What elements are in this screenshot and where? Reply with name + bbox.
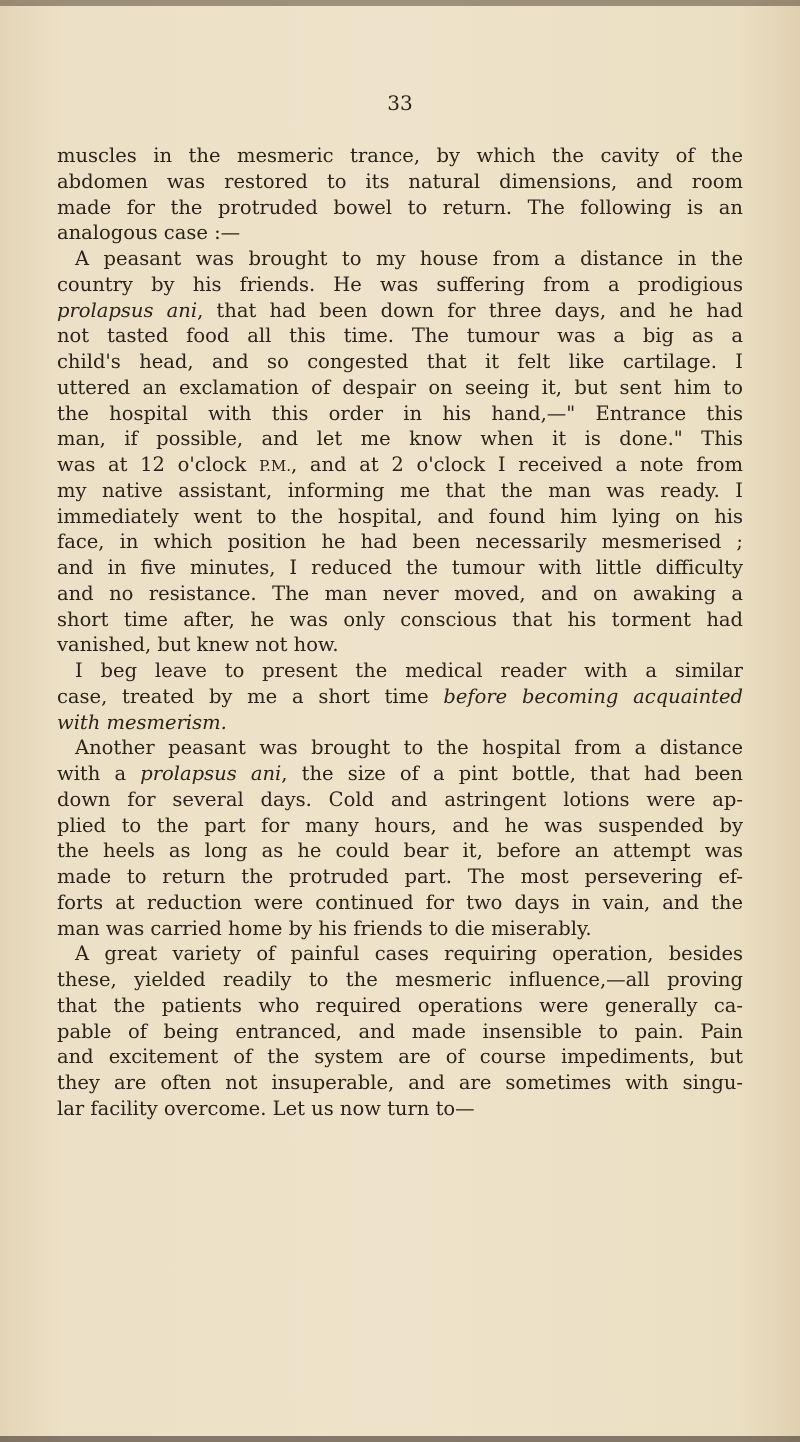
text-line bbox=[57, 916, 743, 942]
text-line bbox=[57, 1096, 743, 1122]
text-line bbox=[57, 607, 743, 633]
text-line bbox=[57, 813, 743, 839]
text-line bbox=[57, 272, 743, 298]
text-line bbox=[57, 1044, 743, 1070]
text-line bbox=[57, 220, 743, 246]
text-segment: made for the protruded bowel to return. The following is an bbox=[57, 195, 743, 219]
text-segment: down for several days. Cold and astringent lotions were ap- bbox=[57, 787, 743, 811]
text-segment: and in five minutes, I reduced the tumour with little difficulty bbox=[57, 556, 743, 579]
text-line bbox=[57, 684, 743, 710]
text-segment: was at 12 o'clock bbox=[57, 453, 260, 476]
text-line bbox=[57, 555, 743, 581]
text-line bbox=[57, 169, 743, 195]
text-segment: P.M. bbox=[259, 457, 292, 475]
paragraph-p5 bbox=[57, 941, 743, 1121]
page-bottom-edge bbox=[0, 1436, 800, 1442]
text-line bbox=[57, 864, 743, 890]
text-segment: my native assistant, informing me that the man was ready. I bbox=[57, 478, 743, 502]
text-segment: man was carried home by his friends to die miserably. bbox=[57, 916, 592, 940]
text-line bbox=[57, 710, 743, 736]
text-segment: Another peasant was brought to the hospital from a distance bbox=[75, 736, 743, 760]
text-line bbox=[57, 581, 743, 607]
text-segment: and excitement of the system are of course impediments, but bbox=[57, 1045, 743, 1069]
text-line bbox=[57, 401, 743, 427]
text-line bbox=[57, 993, 743, 1019]
text-segment: immediately went to the hospital, and found him lying on his bbox=[57, 504, 743, 528]
text-segment: the heels as long as he could bear it, before an attempt was bbox=[57, 839, 743, 863]
body-text bbox=[57, 143, 743, 1122]
text-segment: with a bbox=[57, 762, 141, 785]
text-segment: pable of being entranced, and made insensible to pain. Pain bbox=[57, 1019, 743, 1043]
text-segment: forts at reduction were continued for two days in vain, and the bbox=[57, 890, 743, 914]
text-line bbox=[57, 375, 743, 401]
text-line bbox=[57, 658, 743, 684]
text-line bbox=[57, 504, 743, 530]
text-segment: muscles in the mesmeric trance, by which the cavity of the bbox=[57, 144, 743, 167]
text-segment: face, in which position he had been necessarily mesmerised ; bbox=[57, 530, 743, 554]
text-segment: these, yielded readily to the mesmeric influence,—all proving bbox=[57, 968, 743, 991]
text-line bbox=[57, 735, 743, 761]
text-line bbox=[57, 1019, 743, 1045]
text-line bbox=[57, 529, 743, 555]
text-segment: man, if possible, and let me know when it is done." This bbox=[57, 427, 743, 451]
text-segment: A peasant was brought to my house from a distance in the bbox=[75, 247, 743, 270]
text-line bbox=[57, 941, 743, 967]
text-segment: vanished, but knew not how. bbox=[57, 633, 339, 657]
text-segment: country by his friends. He was suffering from a prodigious bbox=[57, 272, 743, 296]
text-line bbox=[57, 967, 743, 993]
text-segment: , the size of a pint bottle, that had been bbox=[281, 762, 743, 785]
text-line bbox=[57, 298, 743, 324]
text-line bbox=[57, 426, 743, 452]
text-line bbox=[57, 890, 743, 916]
text-line bbox=[57, 787, 743, 813]
text-segment: made to return the protruded part. The most persevering ef- bbox=[57, 865, 743, 888]
italic-text: prolapsus ani bbox=[57, 298, 198, 322]
italic-text: before becoming acquainted bbox=[443, 684, 743, 708]
paragraph-p2 bbox=[57, 246, 743, 658]
text-line bbox=[57, 349, 743, 375]
text-line bbox=[57, 452, 743, 478]
text-line bbox=[57, 838, 743, 864]
text-segment: they are often not insuperable, and are sometimes with singu- bbox=[57, 1071, 743, 1094]
text-segment: A great variety of painful cases requiring operation, besides bbox=[75, 942, 743, 966]
text-segment: not tasted food all this time. The tumour was a big as a bbox=[57, 324, 743, 348]
text-line bbox=[57, 143, 743, 169]
text-line bbox=[57, 195, 743, 221]
text-segment: lar facility overcome. Let us now turn to— bbox=[57, 1096, 475, 1120]
text-segment: , and at 2 o'clock I received a note from bbox=[291, 453, 743, 476]
paragraph-p4 bbox=[57, 735, 743, 941]
text-segment: uttered an exclamation of despair on seeing it, but sent him to bbox=[57, 375, 743, 399]
text-segment: child's head, and so congested that it felt like cartilage. I bbox=[57, 350, 743, 373]
text-line bbox=[57, 478, 743, 504]
text-segment: that the patients who required operations were generally ca- bbox=[57, 993, 743, 1017]
italic-text: with mesmerism. bbox=[57, 710, 227, 734]
text-segment: abdomen was restored to its natural dimensions, and room bbox=[57, 169, 743, 193]
text-segment: analogous case :— bbox=[57, 221, 241, 245]
page-number: 33 bbox=[387, 91, 413, 115]
paragraph-p1 bbox=[57, 143, 743, 246]
text-line bbox=[57, 632, 743, 658]
text-line bbox=[57, 1070, 743, 1096]
paragraph-p3 bbox=[57, 658, 743, 735]
text-segment: case, treated by me a short time bbox=[57, 684, 444, 708]
text-line bbox=[57, 323, 743, 349]
text-line bbox=[57, 246, 743, 272]
text-segment: I beg leave to present the medical reader with a similar bbox=[75, 659, 743, 682]
text-segment: and no resistance. The man never moved, and on awaking a bbox=[57, 581, 743, 605]
page-top-edge bbox=[0, 0, 800, 6]
text-segment: plied to the part for many hours, and he was suspended by bbox=[57, 813, 743, 837]
text-line bbox=[57, 761, 743, 787]
italic-text: prolapsus ani bbox=[140, 762, 282, 785]
text-segment: the hospital with this order in his hand,—" Entrance this bbox=[57, 401, 743, 425]
text-segment: short time after, he was only conscious that his torment had bbox=[57, 607, 743, 631]
text-segment: , that had been down for three days, and he had bbox=[197, 298, 743, 322]
